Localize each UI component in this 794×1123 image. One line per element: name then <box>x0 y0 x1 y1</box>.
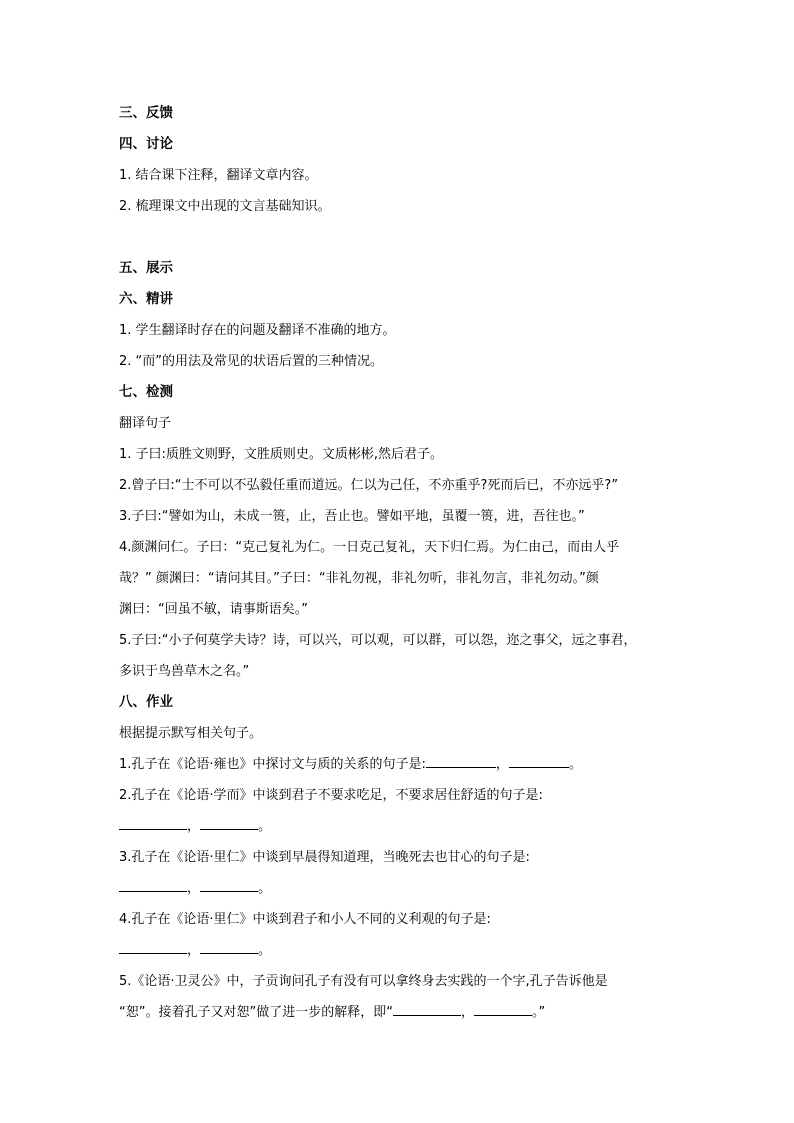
answer-blank[interactable] <box>200 940 258 954</box>
homework-question-3: 3.孔子在《论语·里仁》中谈到早晨得知道理，当晚死去也甘心的句子是: <box>119 850 530 865</box>
period-mark: 。 <box>568 757 582 772</box>
homework-question-1-text: 1.孔子在《论语·雍也》中探讨文与质的关系的句子是: <box>119 757 426 772</box>
section-4-item-1: 1. 结合课下注释，翻译文章内容。 <box>119 168 318 183</box>
period-mark: 。 <box>258 881 272 896</box>
answer-blank[interactable] <box>200 816 258 830</box>
section-8-intro: 根据提示默写相关句子。 <box>119 726 263 741</box>
answer-blank[interactable] <box>200 878 258 892</box>
section-6-heading: 六、精讲 <box>119 291 173 307</box>
spacer <box>119 222 679 253</box>
comma-separator: ， <box>187 819 201 834</box>
comma-separator: ， <box>460 1005 474 1020</box>
homework-question-5-text: “恕”。接着孔子又对恕”做了进一步的解释，即“ <box>119 1005 393 1020</box>
answer-blank[interactable] <box>426 754 496 768</box>
answer-blank[interactable] <box>393 1002 461 1016</box>
homework-question-2-answer <box>119 811 679 842</box>
section-8-heading: 八、作业 <box>119 694 173 710</box>
worksheet-page <box>119 98 679 1028</box>
answer-blank[interactable] <box>119 816 187 830</box>
homework-question-4-answer <box>119 935 679 966</box>
section-5-heading: 五、展示 <box>119 260 173 276</box>
section-7-heading: 七、检测 <box>119 384 173 400</box>
section-4-item-2: 2. 梳理课文中出现的文言基础知识。 <box>119 199 331 214</box>
homework-question-5-line-1: 5.《论语·卫灵公》中，子贡询问孔子有没有可以拿终身去实践的一个字,孔子告诉他是 <box>119 974 608 989</box>
section-4-heading: 四、讨论 <box>119 136 173 152</box>
translate-question-1: 1. 子曰:质胜文则野，文胜质则史。文质彬彬,然后君子。 <box>119 447 444 462</box>
period-mark: 。 <box>258 943 272 958</box>
section-7-intro: 翻译句子 <box>119 416 172 431</box>
answer-blank[interactable] <box>119 878 187 892</box>
translate-question-5-line-2: 多识于鸟兽草木之名。” <box>119 664 250 679</box>
section-6-item-1: 1. 学生翻译时存在的问题及翻译不准确的地方。 <box>119 323 396 338</box>
translate-question-2: 2.曾子曰:“士不可以不弘毅任重而道远。仁以为己任，不亦重乎?死而后已，不亦远乎?” <box>119 478 619 493</box>
translate-question-5-line-1: 5.子曰:“小子何莫学夫诗？诗，可以兴，可以观，可以群，可以怨，迩之事父，远之事君， <box>119 633 637 648</box>
comma-separator: ， <box>495 757 509 772</box>
section-3-heading: 三、反馈 <box>119 105 173 121</box>
answer-blank[interactable] <box>509 754 569 768</box>
homework-question-2: 2.孔子在《论语·学而》中谈到君子不要求吃足，不要求居住舒适的句子是: <box>119 788 543 803</box>
homework-question-4: 4.孔子在《论语·里仁》中谈到君子和小人不同的义利观的句子是: <box>119 912 491 927</box>
closing-quote-mark: 。” <box>531 1005 546 1020</box>
answer-blank[interactable] <box>119 940 187 954</box>
comma-separator: ， <box>187 943 201 958</box>
homework-question-3-answer <box>119 873 679 904</box>
section-6-item-2: 2. “而”的用法及常见的状语后置的三种情况。 <box>119 354 384 369</box>
translate-question-3: 3.子曰:“譬如为山，未成一篑，止，吾止也。譬如平地，虽覆一篑，进，吾往也。” <box>119 509 585 524</box>
homework-question-1 <box>119 749 679 780</box>
translate-question-4-line-3: 渊曰：“回虽不敏，请事斯语矣。” <box>119 602 308 617</box>
comma-separator: ， <box>187 881 201 896</box>
answer-blank[interactable] <box>474 1002 532 1016</box>
period-mark: 。 <box>258 819 272 834</box>
homework-question-5-line-2 <box>119 997 679 1028</box>
translate-question-4-line-1: 4.颜渊问仁。子曰：“克己复礼为仁。一日克己复礼，天下归仁焉。为仁由己，而由人乎 <box>119 540 620 555</box>
translate-question-4-line-2: 哉？” 颜渊曰：“请问其目。”子曰：“非礼勿视，非礼勿听，非礼勿言，非礼勿动。”颜 <box>119 571 599 586</box>
